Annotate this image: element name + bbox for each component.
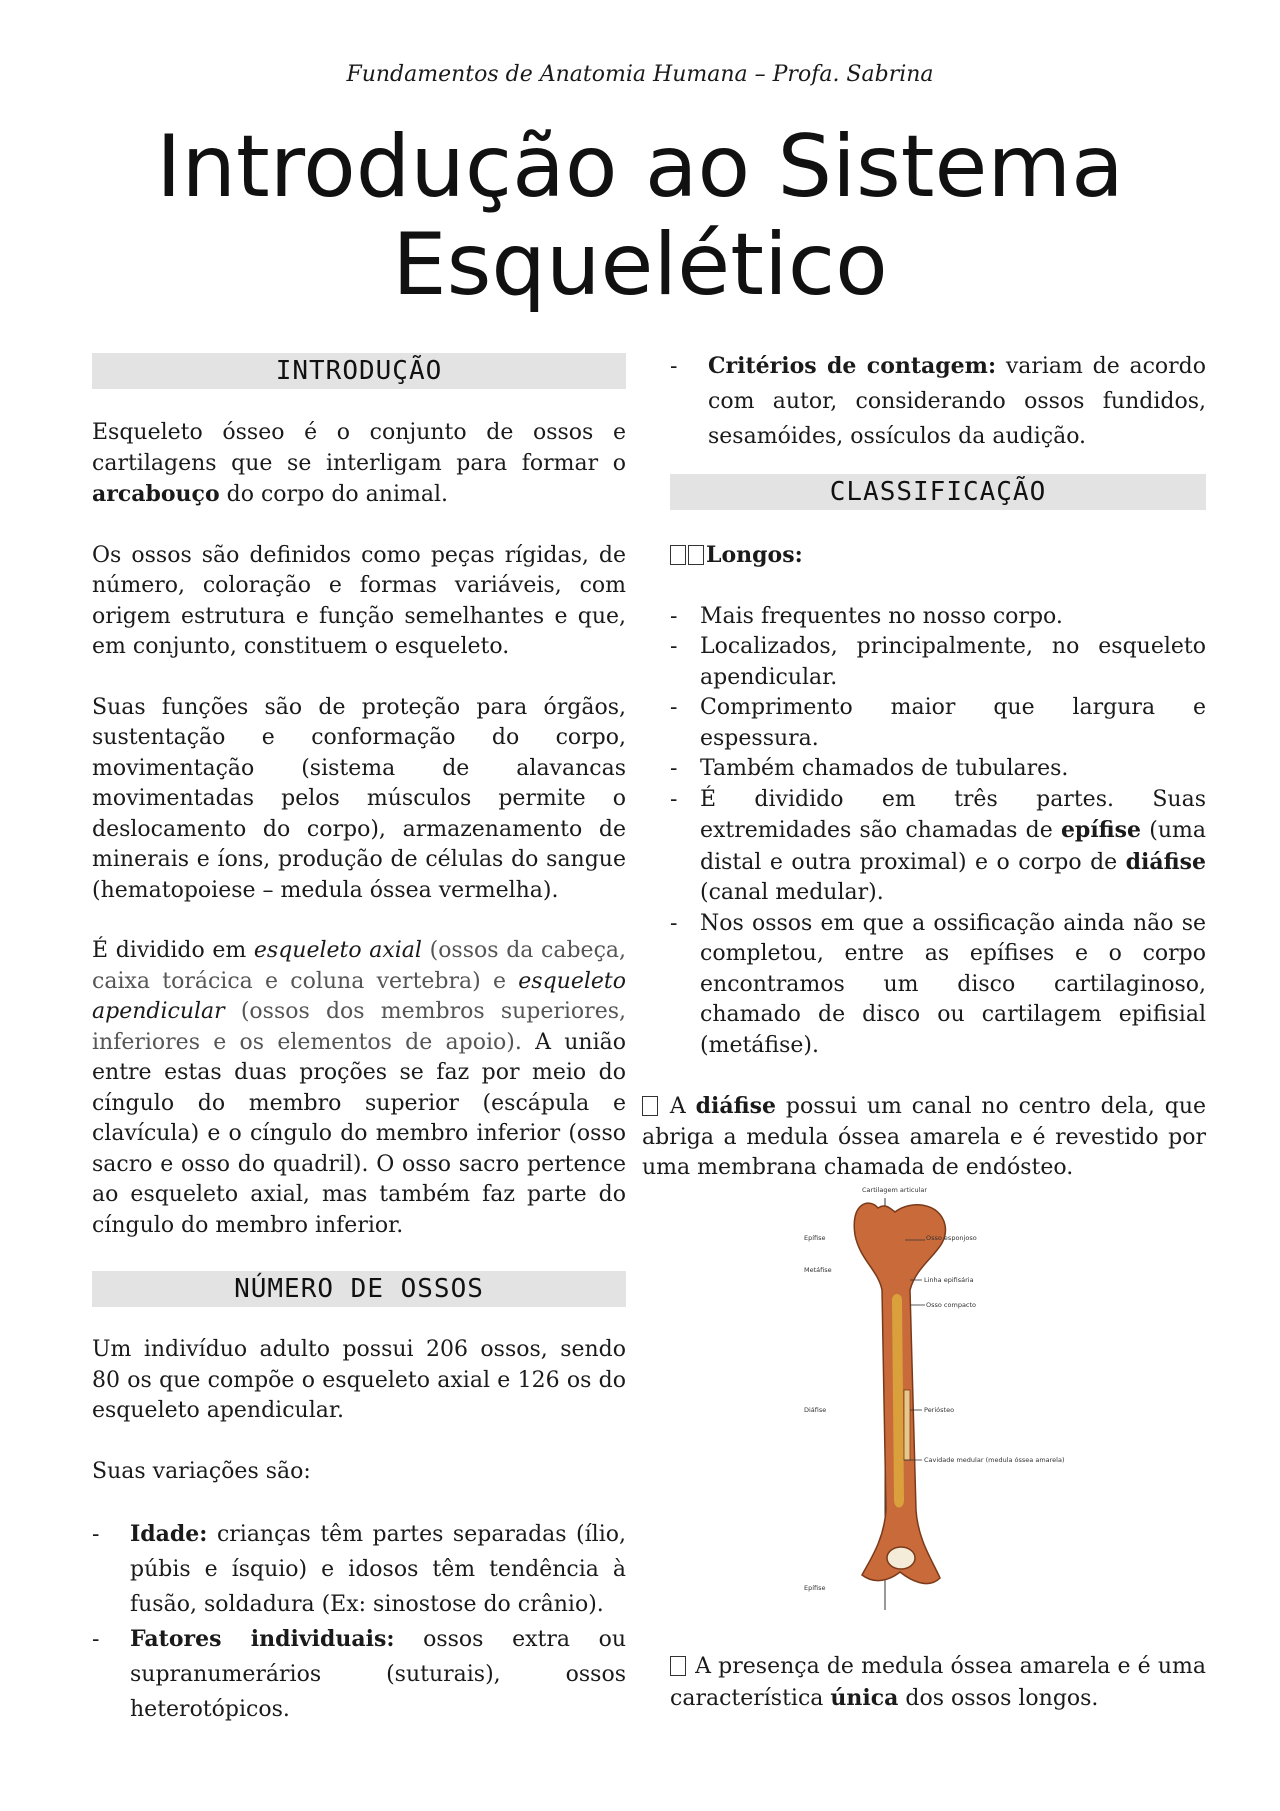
long-bone-illustration (800, 1180, 1065, 1620)
note-medula (670, 1652, 1206, 1714)
running-header: Fundamentos de Anatomia Humana – Profa. Sabrina (346, 62, 934, 87)
figure-label-periosteo: Periósteo (924, 1406, 955, 1414)
text: A presença de medula óssea amarela e é uma característica (670, 1654, 1206, 1711)
text: do corpo do animal. (219, 482, 448, 507)
figure-label-diafise: Diáfise (804, 1406, 827, 1414)
figure-label-osso-esponjoso: Osso esponjoso (926, 1234, 977, 1242)
list-item (670, 785, 1206, 909)
figure-label-osso-compacto: Osso compacto (926, 1301, 977, 1309)
text: A união entre estas duas proções se faz por meio do cíngulo do membro superior (escápula e clavícula) e o cíngulo do membro inferior (osso sacro e osso do quadril). O osso sacro pertence ao esqueleto axial, mas também faz parte do cíngulo do membro inferior. (92, 1029, 626, 1238)
intro-paragraph-1 (92, 418, 626, 511)
figure-label-metafise: Metáfise (804, 1266, 832, 1274)
italic-term: esqueleto apendicular (92, 968, 626, 1024)
item-text: ossos extra ou supranumerários (suturais), ossos heterotópicos. (130, 1627, 627, 1722)
placeholder-glyph-icon (670, 545, 686, 565)
text: (ossos dos membros superiores, inferiores e os elementos de apoio). (92, 999, 626, 1055)
text: Esqueleto ósseo é o conjunto de ossos e cartilagens que se interligam para formar o (92, 420, 626, 476)
list-item (92, 1622, 626, 1727)
list-item (670, 349, 1206, 454)
list-item: - Nos ossos em que a ossificação ainda não se completou, entre as epífises e o corpo encontramos um disco cartilaginoso, chamado de disco ou cartilagem epifisial (metáfise). (670, 909, 1206, 1062)
figure-label-epifise-top: Epífise (804, 1234, 826, 1242)
bold-term: diáfise (695, 1093, 776, 1119)
text: É dividido em três partes. Suas extremidades são chamadas de (700, 786, 1206, 843)
item-label: Idade: (130, 1521, 208, 1547)
long-bone-figure (800, 1180, 1065, 1620)
text: (canal medular). (700, 880, 884, 905)
text: (uma distal e outra proximal) e o corpo de (700, 818, 1206, 875)
longos-list (670, 602, 1206, 1062)
numero-paragraph-2: Suas variações são: (92, 1458, 311, 1484)
variacoes-list (92, 1517, 626, 1727)
intro-paragraph-4 (92, 936, 626, 1241)
placeholder-glyph-icon (688, 545, 704, 565)
bold-term: epífise (1060, 817, 1142, 843)
numero-paragraph-1: Um indivíduo adulto possui 206 ossos, sendo 80 os que compõe o esqueleto axial e 126 os do esqueleto apendicular. (92, 1337, 626, 1423)
subheading-text: Longos: (706, 542, 803, 568)
note-diafise (642, 1091, 1206, 1184)
text: dos ossos longos. (898, 1685, 1099, 1711)
list-item: - Mais frequentes no nosso corpo. (670, 602, 1206, 633)
list-item (92, 1517, 626, 1622)
section-heading-introducao: INTRODUÇÃO (92, 353, 626, 389)
bold-term: única (830, 1684, 899, 1711)
bold-term: arcabouço (92, 481, 220, 507)
text: É dividido em (92, 938, 254, 963)
right-column (642, 353, 1207, 1184)
intro-paragraph-2: Os ossos são definidos como peças rígidas, de número, coloração e formas variáveis, com origem estrutura e função semelhantes e que, em conjunto, constituem o esqueleto. (92, 542, 626, 659)
left-column (92, 353, 626, 1727)
item-label: Fatores individuais: (130, 1626, 395, 1652)
italic-term: esqueleto axial (253, 938, 422, 963)
item-text: crianças têm partes separadas (ílio, púbis e ísquio) e idosos têm tendência à fusão, soldadura (Ex: sinostose do crânio). (130, 1522, 626, 1617)
note-medula-container (670, 1652, 1206, 1714)
list-item: - Também chamados de tubulares. (670, 754, 1206, 785)
text: possui um canal no centro dela, que abriga a medula óssea amarela e é revestido por uma membrana chamada de endósteo. (642, 1094, 1207, 1180)
item-text: variam de acordo com autor, considerando ossos fundidos, sesamóides, ossículos da audição. (708, 354, 1206, 449)
list-item: - Comprimento maior que largura e espessura. (670, 693, 1206, 754)
subheading-longos (670, 540, 1206, 572)
text: A (660, 1094, 696, 1119)
figure-label-cartilagem: Cartilagem articular (862, 1186, 928, 1194)
section-heading-classificacao: CLASSIFICAÇÃO (670, 474, 1206, 510)
section-heading-numero-de-ossos: NÚMERO DE OSSOS (92, 1271, 626, 1307)
figure-label-epifise-bottom: Epífise (804, 1584, 826, 1592)
intro-paragraph-3: Suas funções são de proteção para órgãos, sustentação e conformação do corpo, movimentação (sistema de alavancas movimentadas pelos músculos permite o deslocamento do corpo), armazenamento de minerais e íons, produção de células do sangue (hematopoiese – medula óssea vermelha). (92, 694, 626, 903)
figure-label-cavidade: Cavidade medular (medula óssea amarela) (924, 1456, 1065, 1464)
item-label: Critérios de contagem: (708, 353, 997, 379)
criterios-list (670, 349, 1206, 454)
bold-term: diáfise (1125, 848, 1206, 875)
placeholder-glyph-icon (642, 1096, 658, 1116)
text: (ossos da cabeça, caixa torácica e coluna vertebra) e (92, 938, 626, 994)
figure-label-linha: Linha epifisária (924, 1276, 974, 1284)
list-item: - Localizados, principalmente, no esqueleto apendicular. (670, 632, 1206, 693)
page-title: Introdução ao Sistema Esquelético (156, 117, 1124, 315)
placeholder-glyph-icon (670, 1656, 686, 1676)
